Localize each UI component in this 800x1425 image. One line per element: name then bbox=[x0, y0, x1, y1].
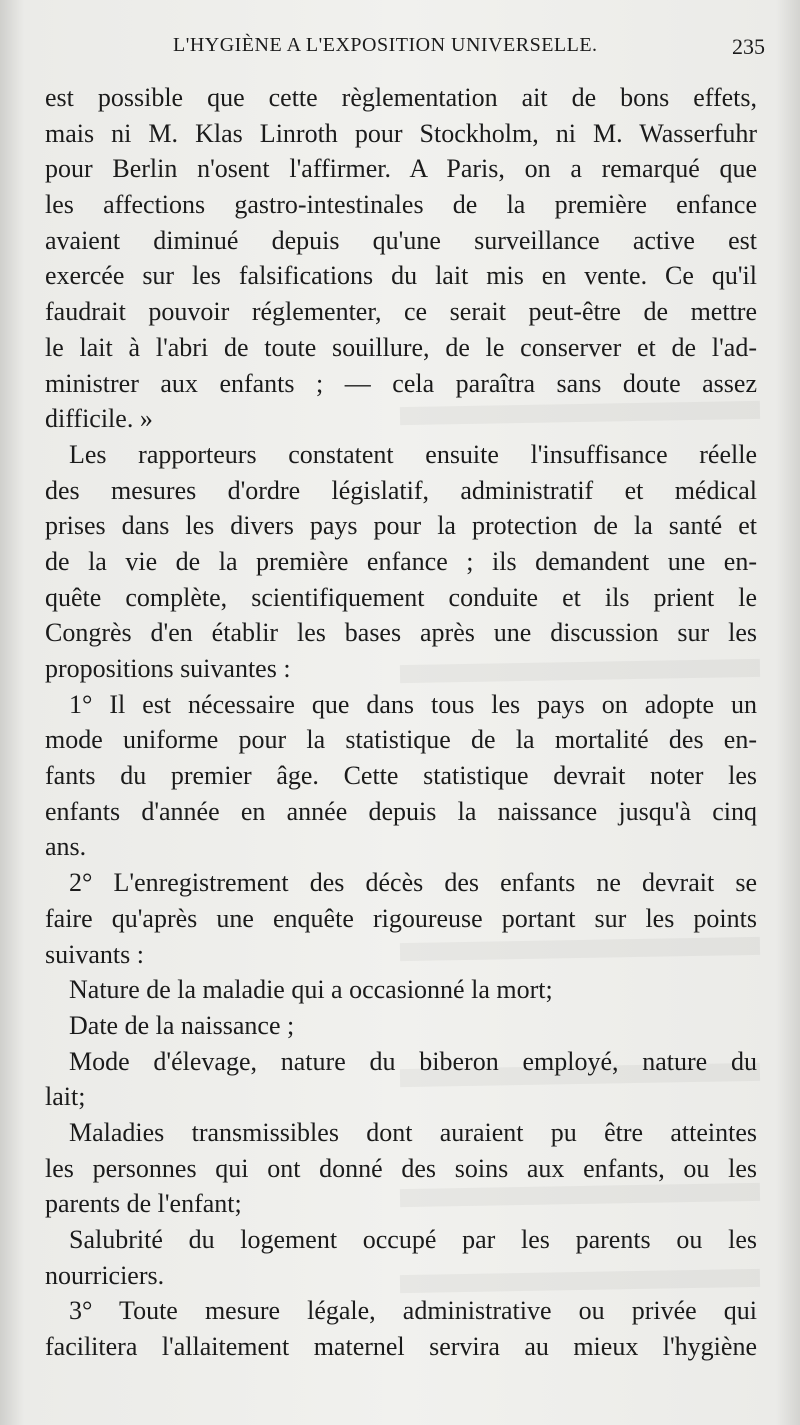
text-line: avaient diminué depuis qu'une surveillance active est bbox=[45, 225, 757, 255]
paragraph bbox=[45, 437, 757, 687]
text-line: nourriciers. bbox=[45, 1260, 165, 1290]
text-line: enfants d'année en année depuis la naissance jusqu'à cinq bbox=[45, 796, 757, 826]
text-line: facilitera l'allaitement maternel servira au mieux l'hygiène bbox=[45, 1332, 757, 1362]
text-line: Mode d'élevage, nature du biberon employé, nature du bbox=[69, 1046, 757, 1076]
text-line: mode uniforme pour la statistique de la mortalité des en- bbox=[45, 725, 757, 755]
text-line: Les rapporteurs constatent ensuite l'insuffisance réelle bbox=[69, 439, 757, 469]
text-line: le lait à l'abri de toute souillure, de le conserver et de l'ad- bbox=[45, 332, 757, 362]
paragraph bbox=[45, 1293, 757, 1364]
text-line: mais ni M. Klas Linroth pour Stockholm, ni M. Wasserfuhr bbox=[45, 118, 757, 148]
text-line: parents de l'enfant; bbox=[45, 1189, 242, 1219]
paragraph bbox=[45, 687, 757, 865]
text-line: quête complète, scientifiquement conduite et ils prient le bbox=[45, 582, 757, 612]
paragraph bbox=[45, 865, 757, 972]
body-text bbox=[45, 80, 757, 1365]
text-line: propositions suivantes : bbox=[45, 654, 291, 683]
text-line: les affections gastro-intestinales de la première enfance bbox=[45, 190, 757, 220]
paragraph bbox=[45, 80, 757, 437]
text-line: 2° L'enregistrement des décès des enfants ne devrait se bbox=[69, 868, 757, 898]
text-line: fants du premier âge. Cette statistique devrait noter les bbox=[45, 761, 757, 791]
text-line: de la vie de la première enfance ; ils demandent une en- bbox=[45, 546, 757, 576]
running-header bbox=[45, 34, 765, 74]
text-line: Date de la naissance ; bbox=[69, 1010, 295, 1040]
text-line: des mesures d'ordre législatif, administratif et médical bbox=[45, 475, 757, 505]
text-line: ministrer aux enfants ; — cela paraîtra sans doute assez bbox=[45, 368, 757, 398]
paragraph bbox=[45, 1222, 757, 1293]
page-number: 235 bbox=[732, 34, 765, 59]
text-line: Maladies transmissibles dont auraient pu être atteintes bbox=[69, 1117, 757, 1147]
text-line: pour Berlin n'osent l'affirmer. A Paris, on a remarqué que bbox=[45, 154, 757, 184]
text-line: 3° Toute mesure légale, administrative ou privée qui bbox=[69, 1296, 757, 1326]
paragraph bbox=[45, 1008, 757, 1044]
header-title: L'HYGIÈNE A L'EXPOSITION UNIVERSELLE. bbox=[173, 34, 598, 56]
paragraph bbox=[45, 1115, 757, 1222]
text-line: prises dans les divers pays pour la protection de la santé et bbox=[45, 511, 757, 541]
text-line: les personnes qui ont donné des soins aux enfants, ou les bbox=[45, 1153, 757, 1183]
text-line: Salubrité du logement occupé par les parents ou les bbox=[69, 1225, 757, 1254]
paragraph bbox=[45, 972, 757, 1008]
text-line: Nature de la maladie qui a occasionné la mort; bbox=[69, 975, 553, 1005]
text-line: lait; bbox=[45, 1082, 86, 1112]
text-line: suivants : bbox=[45, 939, 144, 969]
text-line: est possible que cette règlementation ait de bons effets, bbox=[45, 83, 757, 112]
text-line: exercée sur les falsifications du lait mis en vente. Ce qu'il bbox=[45, 261, 757, 291]
text-line: 1° Il est nécessaire que dans tous les pays on adopte un bbox=[69, 689, 757, 719]
text-line: difficile. » bbox=[45, 404, 153, 434]
text-line: ans. bbox=[45, 832, 87, 862]
paragraph bbox=[45, 1044, 757, 1115]
text-line: Congrès d'en établir les bases après une discussion sur les bbox=[45, 618, 757, 648]
text-line: faudrait pouvoir réglementer, ce serait peut-être de mettre bbox=[45, 297, 757, 327]
text-line: faire qu'après une enquête rigoureuse portant sur les points bbox=[45, 903, 757, 933]
